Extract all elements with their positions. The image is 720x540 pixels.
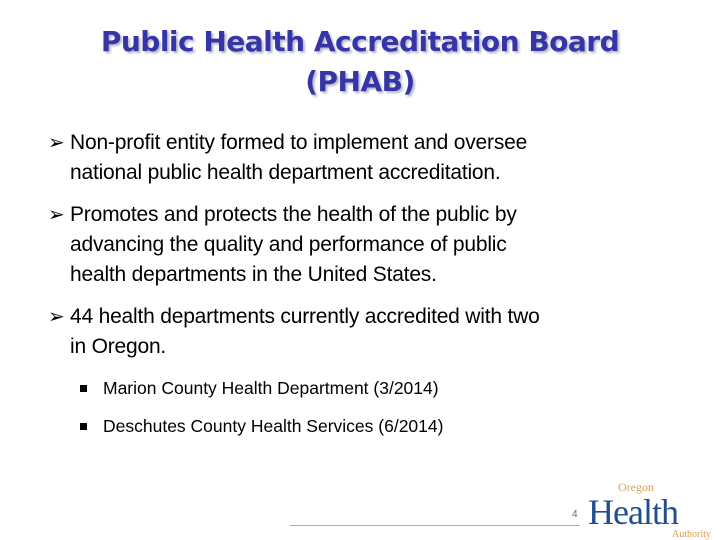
sub-bullet-item [48, 376, 708, 400]
logo-main-text: Health [588, 492, 678, 532]
title-line-2: (PHAB) [305, 65, 415, 98]
bullet-text: Non-profit entity formed to implement and oversee [70, 131, 528, 154]
page-number: 4 [572, 509, 578, 520]
title-line-1: Public Health Accreditation Board [100, 25, 620, 58]
bullet-text: 44 health departments currently accredited with two [70, 305, 540, 328]
bullet-text: advancing the quality and performance of public [70, 233, 507, 256]
arrow-bullet-icon: ➢ [48, 204, 65, 226]
bullet-text: Promotes and protects the health of the public by [70, 203, 517, 226]
bullet-item [48, 200, 708, 290]
logo-bottom-text: Authority [672, 529, 711, 540]
arrow-bullet-icon: ➢ [48, 132, 65, 154]
slide-title [0, 22, 720, 102]
sub-bullet-text: Deschutes County Health Services (6/2014) [103, 416, 444, 436]
oregon-health-authority-logo [588, 481, 720, 540]
bullet-item [48, 302, 708, 362]
footer-divider [290, 525, 580, 526]
square-bullet-icon [80, 385, 87, 392]
sub-bullet-item [48, 414, 708, 438]
bullet-item [48, 128, 708, 188]
square-bullet-icon [80, 423, 87, 430]
logo-top-text: Oregon [618, 480, 654, 494]
arrow-bullet-icon: ➢ [48, 306, 65, 328]
bullet-text: in Oregon. [70, 335, 167, 358]
bullet-text: national public health department accreditation. [70, 161, 501, 184]
sub-bullet-text: Marion County Health Department (3/2014) [103, 378, 439, 398]
bullet-list [48, 128, 708, 438]
bullet-text: health departments in the United States. [70, 263, 437, 286]
